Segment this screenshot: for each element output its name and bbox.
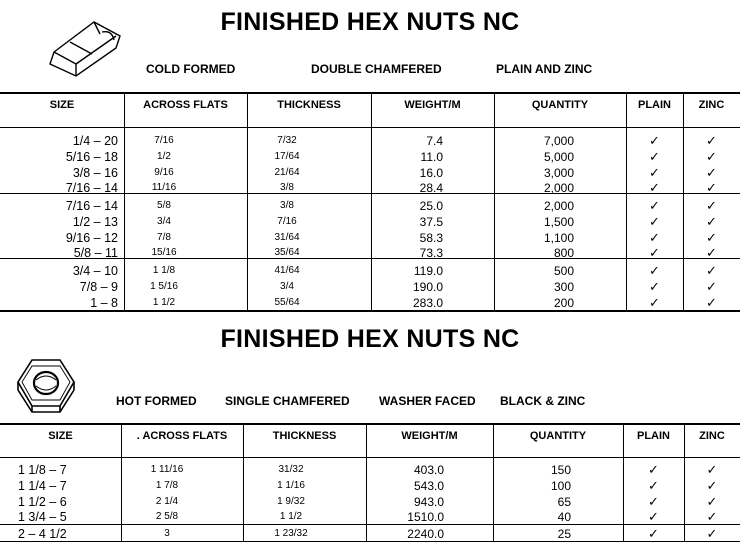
subheading-plain-and-zinc: PLAIN AND ZINC (496, 62, 593, 76)
thickness-cell: 1 1/16 (277, 479, 305, 491)
across-flats-cell: 2 5/8 (155, 511, 179, 523)
across-flats-cell: 2 1/4 (155, 495, 179, 507)
across-flats-cell: 3 (164, 528, 170, 539)
size-cell: 1 3/4 – 5 (18, 510, 67, 525)
size-cell: 1 1/4 – 7 (18, 478, 67, 493)
thickness-cell: 3/8 (280, 200, 294, 211)
zinc-check-icon: ✓ (706, 148, 717, 164)
hex-nut-side-view-icon (40, 16, 128, 82)
thickness-cell: 31/64 (274, 231, 300, 243)
plain-check-icon: ✓ (648, 462, 659, 477)
plain-check-icon: ✓ (648, 493, 659, 509)
quantity-cell: 40 (557, 510, 571, 525)
across-flats-cell: 1/2 (157, 150, 171, 162)
quantity-cell: 2,000 (543, 199, 574, 213)
zinc-check-icon: ✓ (706, 263, 717, 278)
table-2-bottom-border (0, 541, 740, 542)
weight-cell: 190.0 (412, 279, 443, 294)
quantity-cell: 1,100 (543, 230, 574, 245)
weight-cell: 7.4 (426, 134, 443, 148)
size-cell: 7/16 – 14 (65, 181, 118, 196)
thickness-cell: 17/64 (274, 150, 300, 162)
weight-cell: 283.0 (412, 295, 443, 310)
zinc-check-icon: ✓ (706, 477, 718, 493)
thickness-cell: 55/64 (274, 296, 300, 308)
size-cell: 7/8 – 9 (79, 279, 118, 294)
size-cell: 3/4 – 10 (72, 264, 118, 278)
weight-cell: 73.3 (419, 246, 443, 261)
zinc-check-icon: ✓ (706, 229, 717, 245)
hex-nut-top-view-icon (14, 356, 78, 414)
quantity-cell: 3,000 (543, 165, 574, 180)
size-cell: 7/16 – 14 (65, 199, 118, 213)
across-flats-cell: 1 1/8 (152, 265, 176, 276)
size-cell: 1 1/2 – 6 (18, 494, 67, 509)
size-cell: 1/2 – 13 (72, 214, 118, 229)
zinc-check-icon: ✓ (706, 294, 717, 310)
plain-check-icon: ✓ (648, 477, 659, 493)
thickness-cell: 3/4 (280, 280, 294, 292)
zinc-check-icon: ✓ (706, 213, 717, 229)
plain-check-icon: ✓ (649, 180, 660, 196)
subheading-black-and-zinc: BLACK & ZINC (500, 394, 586, 408)
weight-cell: 1510.0 (407, 510, 444, 525)
quantity-cell: 7,000 (543, 134, 574, 148)
table-2-header-border (0, 457, 740, 458)
weight-cell: 11.0 (420, 149, 443, 164)
plain-check-icon: ✓ (649, 133, 660, 148)
size-cell: 1 – 8 (90, 295, 118, 310)
thickness-cell: 31/32 (278, 464, 304, 475)
thickness-cell: 7/32 (277, 135, 297, 146)
weight-cell: 543.0 (413, 478, 444, 493)
zinc-check-icon: ✓ (706, 462, 718, 477)
column-header-size: SIZE (48, 430, 73, 442)
thickness-cell: 41/64 (274, 265, 300, 276)
table-1-top-border (0, 92, 740, 94)
weight-cell: 37.5 (419, 214, 443, 229)
column-header-weight: WEIGHT/M (404, 99, 461, 111)
thickness-cell: 21/64 (274, 166, 300, 178)
across-flats-cell: 9/16 (154, 166, 174, 178)
column-header-thickness: THICKNESS (277, 99, 341, 111)
plain-check-icon: ✓ (649, 294, 660, 310)
plain-check-icon: ✓ (649, 278, 660, 294)
column-header-plain: PLAIN (638, 99, 671, 111)
across-flats-cell: 11/16 (151, 182, 177, 194)
plain-check-icon: ✓ (648, 509, 659, 525)
plain-check-icon: ✓ (649, 245, 660, 261)
plain-check-icon: ✓ (649, 229, 660, 245)
quantity-cell: 200 (553, 295, 574, 310)
quantity-cell: 100 (550, 478, 571, 493)
quantity-cell: 800 (553, 246, 574, 261)
across-flats-cell: 7/8 (157, 231, 171, 243)
weight-cell: 403.0 (413, 463, 444, 477)
table-1-bottom-border (0, 310, 740, 312)
zinc-check-icon: ✓ (706, 198, 717, 213)
section-1-title: FINISHED HEX NUTS NC (220, 8, 520, 36)
thickness-cell: 1 23/32 (274, 528, 308, 539)
thickness-cell: 1 1/2 (279, 511, 303, 523)
column-header-weight: WEIGHT/M (401, 430, 458, 442)
quantity-cell: 2,000 (543, 181, 574, 196)
weight-cell: 25.0 (419, 199, 443, 213)
thickness-cell: 35/64 (274, 247, 300, 259)
column-header-zinc: ZINC (699, 430, 725, 442)
weight-cell: 943.0 (413, 494, 444, 509)
plain-check-icon: ✓ (648, 526, 659, 541)
table-1-header-border (0, 127, 740, 128)
size-cell: 3/8 – 16 (72, 165, 118, 180)
column-header-size: SIZE (49, 99, 75, 111)
column-header-across-flats: ACROSS FLATS (143, 99, 228, 111)
thickness-cell: 7/16 (277, 215, 297, 227)
column-header-thickness: THICKNESS (272, 430, 337, 442)
across-flats-cell: 7/16 (154, 135, 174, 146)
zinc-check-icon: ✓ (706, 493, 718, 509)
zinc-check-icon: ✓ (706, 526, 718, 541)
subheading-washer-faced: WASHER FACED (379, 394, 476, 408)
zinc-check-icon: ✓ (706, 133, 717, 148)
quantity-cell: 500 (553, 264, 574, 278)
zinc-check-icon: ✓ (706, 278, 717, 294)
size-cell: 5/16 – 18 (65, 149, 118, 164)
subheading-double-chamfered: DOUBLE CHAMFERED (311, 62, 442, 76)
plain-check-icon: ✓ (649, 164, 660, 180)
quantity-cell: 300 (553, 279, 574, 294)
weight-cell: 28.4 (419, 181, 443, 196)
quantity-cell: 25 (557, 527, 571, 541)
quantity-cell: 5,000 (543, 149, 574, 164)
size-cell: 1/4 – 20 (72, 134, 118, 148)
across-flats-cell: 5/8 (157, 200, 171, 211)
across-flats-cell: 15/16 (151, 247, 177, 259)
quantity-cell: 1,500 (543, 214, 574, 229)
plain-check-icon: ✓ (649, 263, 660, 278)
column-header-quantity: QUANTITY (529, 430, 587, 442)
table-2-top-border (0, 423, 740, 425)
quantity-cell: 65 (557, 494, 571, 509)
section-2-title: FINISHED HEX NUTS NC (220, 325, 520, 353)
weight-cell: 58.3 (419, 230, 443, 245)
zinc-check-icon: ✓ (706, 245, 717, 261)
size-cell: 1 1/8 – 7 (18, 463, 67, 477)
column-header-quantity: QUANTITY (531, 99, 589, 111)
weight-cell: 2240.0 (407, 527, 444, 541)
size-cell: 2 – 4 1/2 (18, 527, 67, 541)
subheading-single-chamfered: SINGLE CHAMFERED (225, 394, 350, 408)
across-flats-cell: 1 5/16 (150, 280, 178, 292)
across-flats-cell: 3/4 (157, 215, 171, 227)
plain-check-icon: ✓ (649, 198, 660, 213)
weight-cell: 16.0 (419, 165, 443, 180)
column-header-zinc: ZINC (698, 99, 725, 111)
thickness-cell: 3/8 (280, 182, 294, 194)
zinc-check-icon: ✓ (706, 509, 718, 525)
subheading-cold-formed: COLD FORMED (146, 62, 236, 76)
column-header-across-flats: . ACROSS FLATS (136, 430, 228, 442)
plain-check-icon: ✓ (649, 148, 660, 164)
column-header-plain: PLAIN (637, 430, 670, 442)
size-cell: 5/8 – 11 (73, 246, 118, 261)
across-flats-cell: 1 7/8 (155, 479, 179, 491)
subheading-hot-formed: HOT FORMED (116, 394, 197, 408)
quantity-cell: 150 (550, 463, 571, 477)
weight-cell: 119.0 (413, 264, 443, 278)
zinc-check-icon: ✓ (706, 180, 717, 196)
plain-check-icon: ✓ (649, 213, 660, 229)
thickness-cell: 1 9/32 (277, 495, 305, 507)
across-flats-cell: 1 1/2 (152, 296, 176, 308)
across-flats-cell: 1 11/16 (150, 464, 184, 475)
zinc-check-icon: ✓ (706, 164, 717, 180)
size-cell: 9/16 – 12 (65, 230, 118, 245)
